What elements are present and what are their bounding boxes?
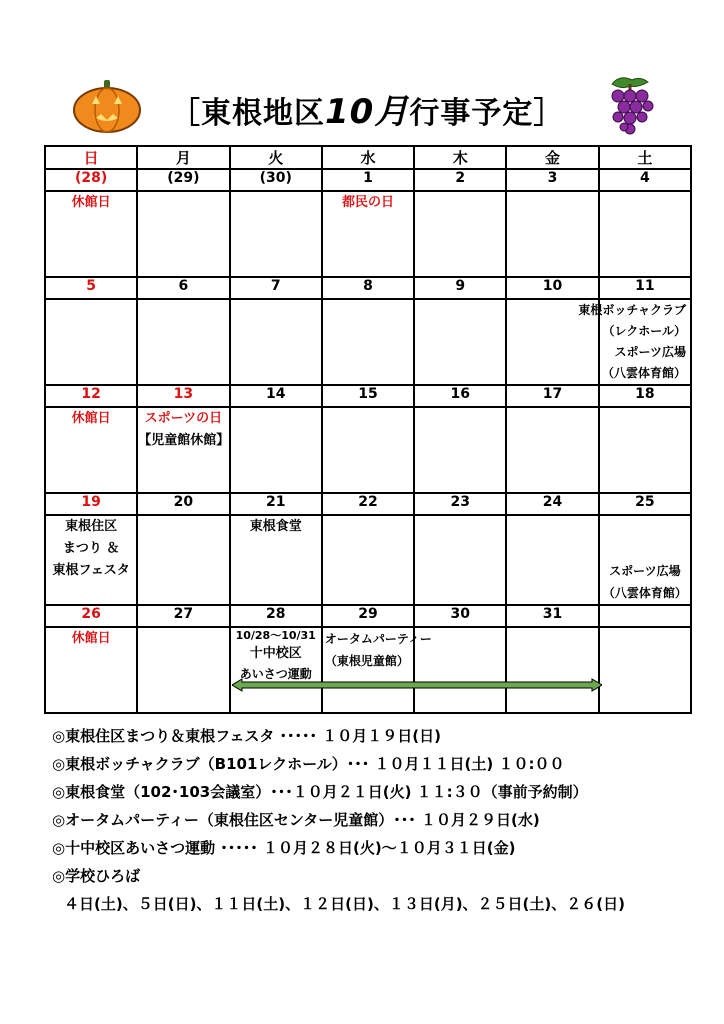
event-cell <box>137 299 229 385</box>
event-cell <box>506 407 598 493</box>
event-cell <box>137 627 229 713</box>
date-cell <box>599 605 691 627</box>
event-cell <box>599 407 691 493</box>
date-cell: 9 <box>414 277 506 299</box>
date-cell: 17 <box>506 385 598 407</box>
event-cell <box>230 407 322 493</box>
event-cell <box>506 191 598 277</box>
date-cell: 18 <box>599 385 691 407</box>
event-cell <box>414 627 506 713</box>
event-cell <box>414 191 506 277</box>
event-closed-day: 休館日 <box>45 191 137 277</box>
event-cell <box>137 191 229 277</box>
week3-date-row <box>45 385 691 407</box>
date-cell: 28 <box>230 605 322 627</box>
note-festival: ◎東根住区まつり＆東根フェスタ ･････ １０月１９日(日) <box>52 727 441 745</box>
event-closed-day: 休館日 <box>45 627 137 713</box>
event-cell <box>322 407 414 493</box>
week3-event-row <box>45 407 691 493</box>
date-cell: 23 <box>414 493 506 515</box>
weekday-thu: 木 <box>414 146 506 169</box>
date-cell: 3 <box>506 169 598 191</box>
note-school-plaza: ◎学校ひろば <box>52 867 141 885</box>
date-cell: 24 <box>506 493 598 515</box>
weekday-header-row <box>45 146 691 169</box>
grapes-icon <box>600 72 660 138</box>
event-sports-ground: スポーツ広場 （八雲体育館） <box>599 515 691 605</box>
date-cell: 6 <box>137 277 229 299</box>
date-cell: 27 <box>137 605 229 627</box>
date-cell: 21 <box>230 493 322 515</box>
date-cell: 12 <box>45 385 137 407</box>
note-greeting-campaign: ◎十中校区あいさつ運動 ･････ １０月２８日(火)～１０月３１日(金) <box>52 839 516 857</box>
note-boccia: ◎東根ボッチャクラブ（B101レクホール）･･･ １０月１１日(土) １０:００ <box>52 755 565 773</box>
event-sports-day: スポーツの日 【児童館休館】 <box>137 407 229 493</box>
event-cell <box>599 627 691 713</box>
week2-date-row <box>45 277 691 299</box>
note-school-plaza-dates: ４日(土)、５日(日)、１１日(土)、１２日(日)、１３日(月)、２５日(土)、２６(日) <box>64 895 625 913</box>
event-boccia-club: 東根ボッチャクラブ （レクホール） スポーツ広場 （八雲体育館） <box>599 299 691 385</box>
event-festival: 東根住区 まつり ＆ 東根フェスタ <box>45 515 137 605</box>
date-cell: 16 <box>414 385 506 407</box>
note-autumn-party: ◎オータムパーティー（東根住区センター児童館）･･･ １０月２９日(水) <box>52 811 540 829</box>
event-cell <box>137 515 229 605</box>
greeting-campaign-arrow <box>232 678 602 692</box>
event-citizens-day: 都民の日 <box>322 191 414 277</box>
weekday-sat: 土 <box>599 146 691 169</box>
event-cell <box>45 299 137 385</box>
calendar-table <box>44 145 692 714</box>
date-cell: 11 <box>599 277 691 299</box>
date-cell: 29 <box>322 605 414 627</box>
week4-date-row <box>45 493 691 515</box>
weekday-sun: 日 <box>45 146 137 169</box>
week4-event-row <box>45 515 691 605</box>
date-cell: 25 <box>599 493 691 515</box>
date-cell: 20 <box>137 493 229 515</box>
note-shokudo: ◎東根食堂（102･103会議室）･･･１０月２１日(火) １１:３０（事前予約制） <box>52 783 588 801</box>
weekday-mon: 月 <box>137 146 229 169</box>
event-cell <box>506 515 598 605</box>
weekday-wed: 水 <box>322 146 414 169</box>
event-shokudo: 東根食堂 <box>230 515 322 605</box>
date-cell: 30 <box>414 605 506 627</box>
date-cell: 14 <box>230 385 322 407</box>
date-cell: 13 <box>137 385 229 407</box>
event-cell <box>414 299 506 385</box>
notes-list <box>52 722 712 918</box>
week2-event-row <box>45 299 691 385</box>
week1-date-row <box>45 169 691 191</box>
date-cell: 19 <box>45 493 137 515</box>
date-cell: 22 <box>322 493 414 515</box>
date-cell: 7 <box>230 277 322 299</box>
event-cell <box>322 299 414 385</box>
date-cell: 10 <box>506 277 598 299</box>
date-cell: 5 <box>45 277 137 299</box>
event-cell <box>414 515 506 605</box>
pumpkin-icon <box>72 78 142 134</box>
date-cell: 2 <box>414 169 506 191</box>
event-cell <box>599 191 691 277</box>
event-autumn-party: オータムパーティー （東根児童館） <box>322 627 414 713</box>
event-cell <box>414 407 506 493</box>
date-cell: (30) <box>230 169 322 191</box>
date-cell: 8 <box>322 277 414 299</box>
weekday-fri: 金 <box>506 146 598 169</box>
page-title: ［東根地区10月行事予定］ <box>170 92 565 132</box>
date-cell: 31 <box>506 605 598 627</box>
date-cell: 15 <box>322 385 414 407</box>
week1-event-row <box>45 191 691 277</box>
event-cell <box>322 515 414 605</box>
week5-date-row <box>45 605 691 627</box>
event-greeting-campaign: 10/28～10/31 十中校区 あいさつ運動 <box>230 627 322 713</box>
week5-event-row <box>45 627 691 713</box>
header <box>0 70 724 140</box>
event-cell <box>230 191 322 277</box>
event-cell <box>230 299 322 385</box>
event-closed-day: 休館日 <box>45 407 137 493</box>
event-cell <box>506 627 598 713</box>
weekday-tue: 火 <box>230 146 322 169</box>
date-cell: 4 <box>599 169 691 191</box>
date-cell: (29) <box>137 169 229 191</box>
date-cell: 26 <box>45 605 137 627</box>
date-cell: 1 <box>322 169 414 191</box>
date-cell: (28) <box>45 169 137 191</box>
